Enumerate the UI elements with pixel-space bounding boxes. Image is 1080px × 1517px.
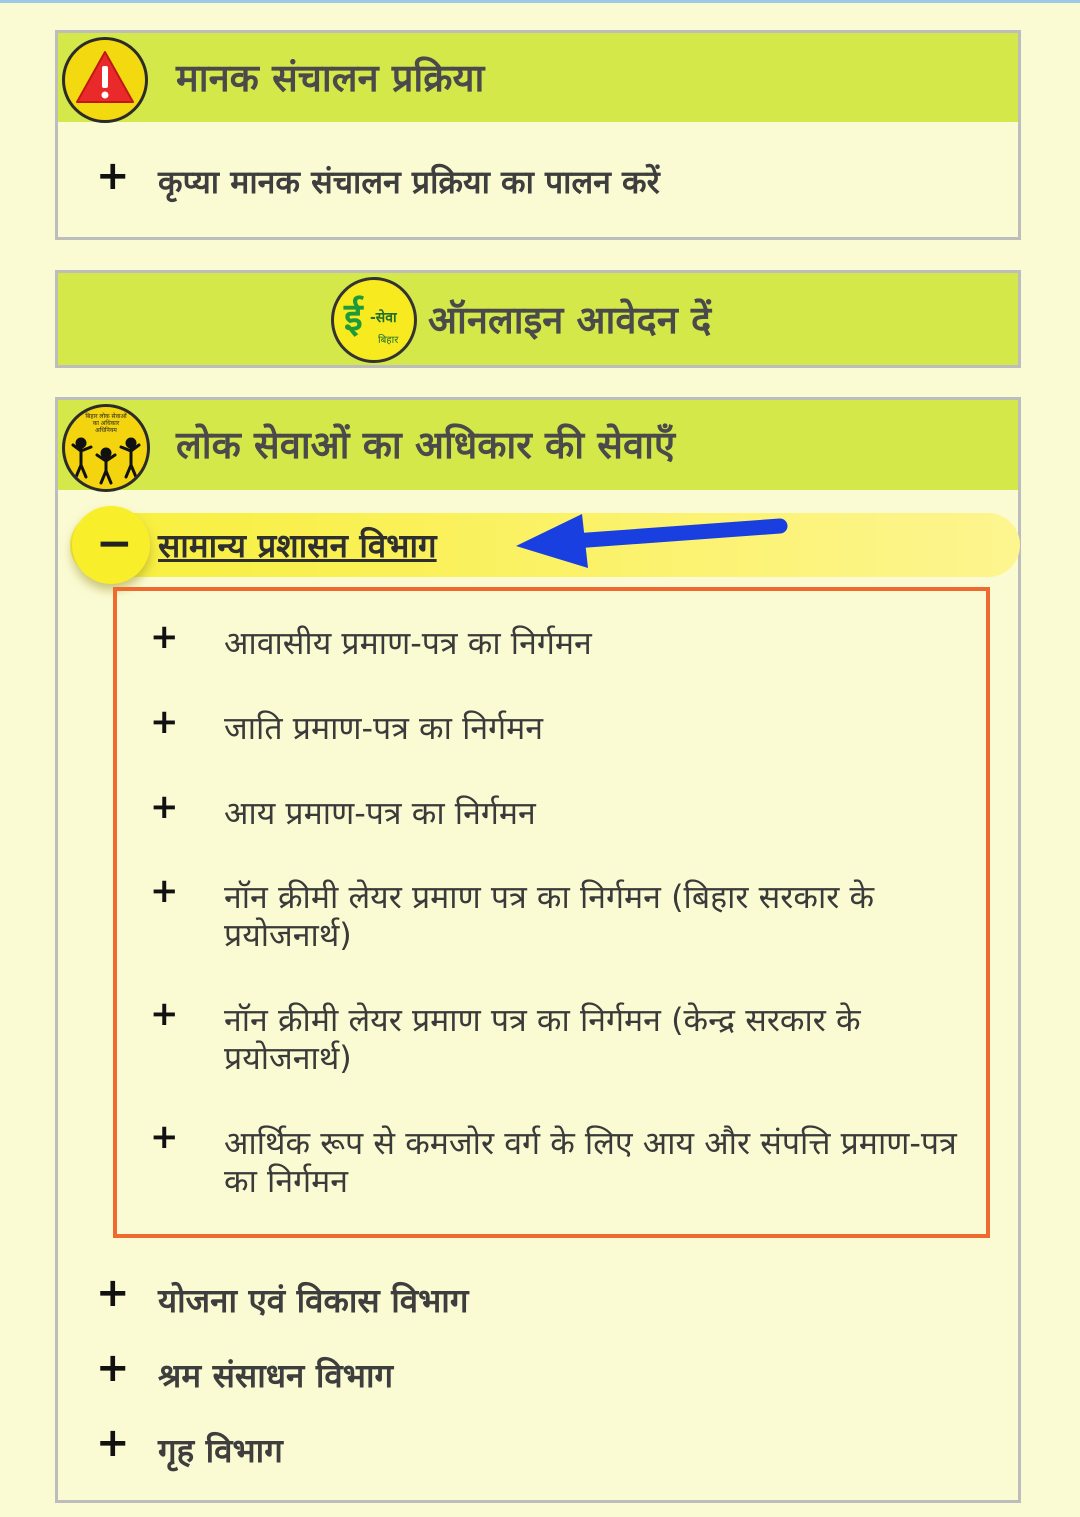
dept-link[interactable]: श्रम संसाधन विभाग	[158, 1356, 394, 1395]
online-apply-panel[interactable]	[55, 270, 1021, 368]
sop-item-link[interactable]: कृप्या मानक संचालन प्रक्रिया का पालन करें	[158, 163, 660, 201]
collapse-minus-button[interactable]	[72, 506, 150, 584]
e-seva-logo-small: बिहार	[378, 335, 399, 346]
minus-icon: −	[96, 518, 133, 569]
service-item[interactable]: नॉन क्रीमी लेयर प्रमाण पत्र का निर्गमन (केन्द्र सरकार के प्रयोजनार्थ)	[224, 1001, 861, 1077]
dept-plus-icon[interactable]: +	[96, 1420, 130, 1466]
service-item[interactable]: नॉन क्रीमी लेयर प्रमाण पत्र का निर्गमन (बिहार सरकार के प्रयोजनार्थ)	[224, 878, 875, 954]
service-plus-icon[interactable]: +	[150, 787, 179, 827]
sop-panel	[55, 30, 1021, 240]
online-apply-title: ऑनलाइन आवेदन दें	[428, 298, 712, 342]
rtps-title: लोक सेवाओं का अधिकार की सेवाएँ	[176, 423, 675, 467]
dept-plus-icon[interactable]: +	[96, 1345, 130, 1391]
rtps-panel	[55, 397, 1021, 1503]
sop-header[interactable]	[58, 33, 1018, 122]
e-seva-logo-main: ई	[344, 295, 363, 339]
dept-link[interactable]: योजना एवं विकास विभाग	[158, 1281, 469, 1320]
service-plus-icon[interactable]: +	[150, 1117, 179, 1157]
rtps-logo-text: बिहार लोक सेवाओं का अधिकार अधिनियम	[85, 413, 127, 434]
rtps-header	[58, 400, 1018, 490]
expanded-dept-link[interactable]: सामान्य प्रशासन विभाग	[158, 526, 437, 565]
service-item[interactable]: जाति प्रमाण-पत्र का निर्गमन	[224, 709, 544, 747]
service-item[interactable]: आर्थिक रूप से कमजोर वर्ग के लिए आय और संपत्ति प्रमाण-पत्र का निर्गमन	[224, 1124, 957, 1200]
e-seva-logo-sub: -सेवा	[370, 310, 397, 326]
e-seva-logo-icon	[331, 277, 417, 363]
sop-title: मानक संचालन प्रक्रिया	[176, 56, 485, 100]
service-plus-icon[interactable]: +	[150, 871, 179, 911]
dept-link[interactable]: गृह विभाग	[158, 1431, 283, 1470]
top-border-line	[0, 0, 1080, 3]
expand-plus-icon[interactable]: +	[96, 153, 130, 199]
online-apply-header[interactable]	[58, 273, 1018, 365]
service-plus-icon[interactable]: +	[150, 702, 179, 742]
service-item[interactable]: आय प्रमाण-पत्र का निर्गमन	[224, 794, 536, 832]
warning-icon	[62, 37, 148, 123]
rtps-logo-icon	[62, 404, 150, 492]
service-item[interactable]: आवासीय प्रमाण-पत्र का निर्गमन	[224, 624, 592, 662]
dept-plus-icon[interactable]: +	[96, 1270, 130, 1316]
service-plus-icon[interactable]: +	[150, 617, 179, 657]
blue-arrow-annotation	[510, 504, 800, 584]
service-plus-icon[interactable]: +	[150, 994, 179, 1034]
